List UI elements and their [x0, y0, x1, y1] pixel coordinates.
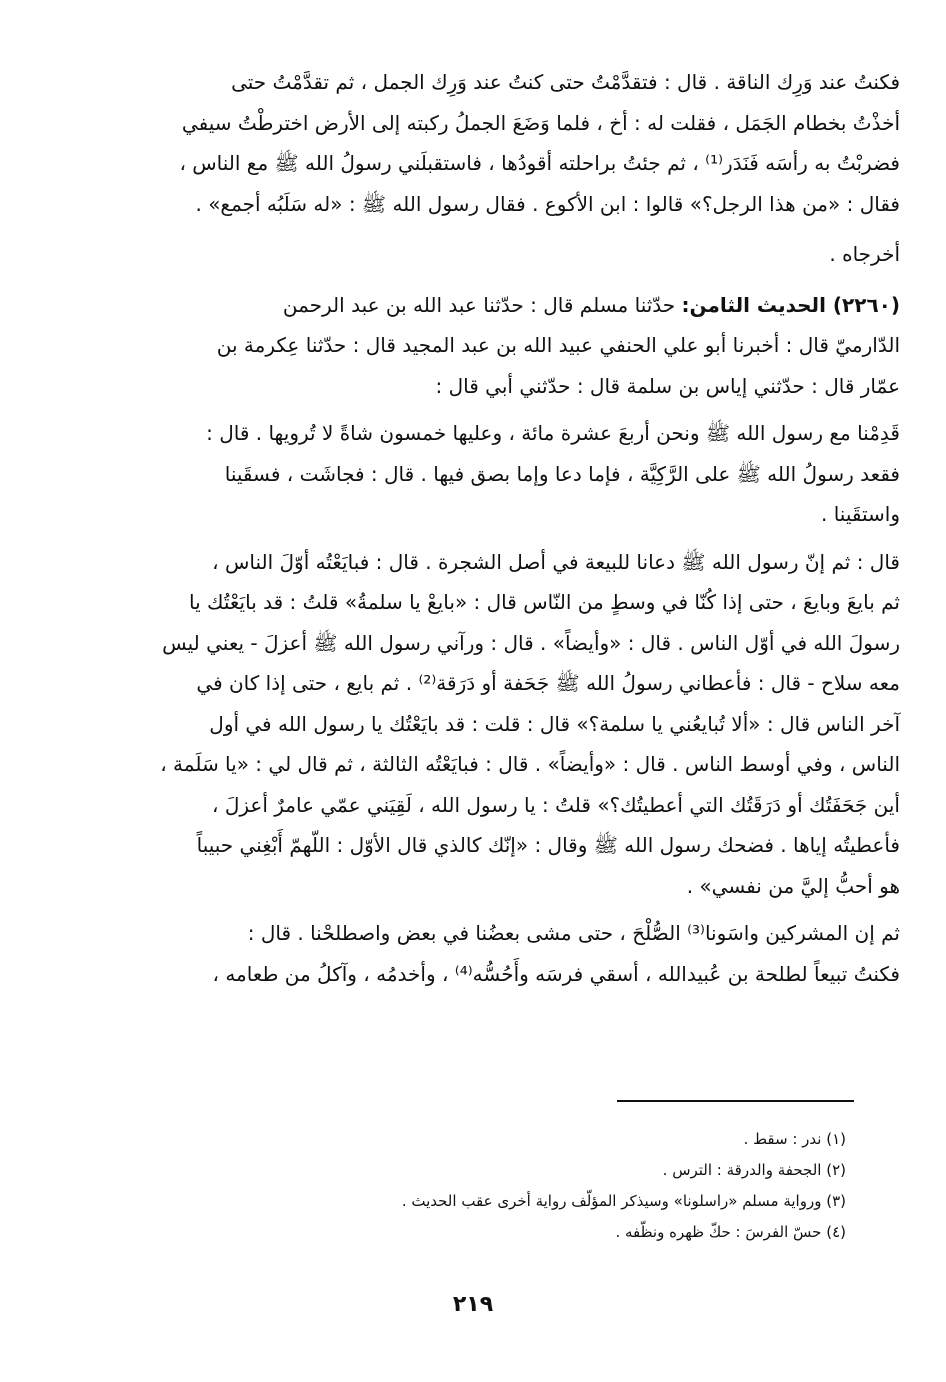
text-line	[82, 285, 900, 326]
paragraph-hadith-8	[82, 285, 900, 407]
text-line: عمّار قال : حدّثني إياس بن سلمة قال : حدّثني أبي قال :	[435, 373, 900, 398]
hadith-heading: (٢٢٦٠) الحديث الثامن:	[681, 292, 900, 317]
text-line: معه سلاح - قال : فأعطاني رسولُ الله ﷺ جَحَفة أو دَرَقة⁽²⁾ . ثم بايع ، حتى إذا كان في	[196, 671, 900, 695]
text-line: فكنتُ عند وَرِك الناقة . قال : فتقدَّمْتُ حتى كنتُ عند وَرِك الجمل ، ثم تقدَّمْتُ حتى	[231, 70, 900, 94]
paragraph-4	[82, 413, 900, 535]
page-number: ٢١٩	[452, 1292, 494, 1317]
text-line: أخذْتُ بخطام الجَمَل ، فقلت له : أخ ، فلما وَضَعَ الجملُ ركبته إلى الأرض اخترطْتُ سيفي	[181, 110, 900, 135]
hadith-isnad-start: حدّثنا مسلم قال : حدّثنا عبد الله بن عبد الرحمن	[282, 292, 676, 317]
text-line: قال : ثم إنّ رسول الله ﷺ دعانا للبيعة في أصل الشجرة . قال : فبايَعْتُه أوّلَ الناس ،	[212, 549, 900, 574]
main-text	[82, 62, 900, 994]
text-line: فقعد رسولُ الله ﷺ على الرَّكِيَّة ، فإما دعا وإما بصق فيها . قال : فجاشَت ، فسقَينا	[224, 461, 900, 486]
paragraph-1	[82, 62, 900, 224]
text-line: أين جَحَفَتُك أو دَرَقَتُك التي أعطيتُك؟» قلتُ : يا رسول الله ، لَقِيَني عمّي عامرٌ أعزلَ ،	[212, 792, 900, 817]
footnote-separator	[617, 1100, 854, 1102]
text-line: فكنتُ تبيعاً لطلحة بن عُبيدالله ، أسقي فرسَه وأَحُسُّه⁽⁴⁾ ، وأخدمُه ، وآكلُ من طعامه ،	[212, 961, 900, 986]
text-line: قَدِمْنا مع رسول الله ﷺ ونحن أربعَ عشرة مائة ، وعليها خمسون شاةً لا تُرويها . قال :	[206, 421, 900, 445]
text-line: هو أحبُّ إليَّ من نفسي» .	[686, 873, 900, 898]
text-line: رسولَ الله في أوّل الناس . قال : «وأيضاً» . قال : ورآني رسول الله ﷺ أعزلَ - يعني ليس	[162, 630, 900, 655]
text-line: واستقَينا .	[820, 502, 900, 526]
paragraph-6	[82, 913, 900, 994]
footnote-1: (١) ندر : سقط .	[743, 1130, 846, 1148]
text-line: أخرجاه .	[829, 242, 900, 266]
footnote-2: (٢) الجحفة والدرقة : الترس .	[662, 1161, 846, 1179]
text-line: ثم بايعَ وبايعَ ، حتى إذا كُنّا في وسطٍ من النّاس قال : «بايعْ يا سلمةُ» قلتُ : قد بايَعْتُك يا	[188, 590, 900, 614]
footnote-3: (٣) ورواية مسلم «راسلونا» وسيذكر المؤلّف رواية أخرى عقب الحديث .	[401, 1192, 846, 1210]
text-line: الدّارميّ قال : أخبرنا أبو علي الحنفي عبيد الله بن عبد المجيد قال : حدّثنا عِكرمة بن	[216, 333, 900, 357]
text-line: فضربْتُ به رأسَه فَنَدَر⁽¹⁾ ، ثم جئتُ براحلته أقودُها ، فاستقبلَني رسولُ الله ﷺ مع الناس ،	[179, 151, 900, 175]
text-line: الناس ، وفي أوسط الناس . قال : «وأيضاً» . قال : فبايَعْتُه الثالثة ، ثم قال لي : «يا سَلَمة ،	[160, 752, 900, 776]
footnotes	[106, 1124, 846, 1248]
paragraph-5	[82, 542, 900, 907]
text-line: فقال : «من هذا الرجل؟» قالوا : ابن الأكوع . فقال رسول الله ﷺ : «له سَلَبُه أجمع» .	[195, 191, 900, 216]
text-line: ثم إن المشركين واسَونا⁽³⁾ الصُّلْحَ ، حتى مشى بعضُنا في بعض واصطلحْنا . قال :	[247, 921, 900, 945]
paragraph-takhrij	[82, 234, 900, 275]
text-line: آخر الناس قال : «ألا تُبايعُني يا سلمة؟» قال : قلت : قد بايَعْتُك يا رسول الله في أول	[209, 711, 900, 736]
footnote-4: (٤) حسّ الفرسَ : حكّ ظهره ونظّفه .	[615, 1223, 846, 1241]
text-line: فأعطيتُه إياها . فضحك رسول الله ﷺ وقال : «إنّك كالذي قال الأوّل : اللّهمّ أَبْغِني حبيباً	[196, 833, 900, 857]
